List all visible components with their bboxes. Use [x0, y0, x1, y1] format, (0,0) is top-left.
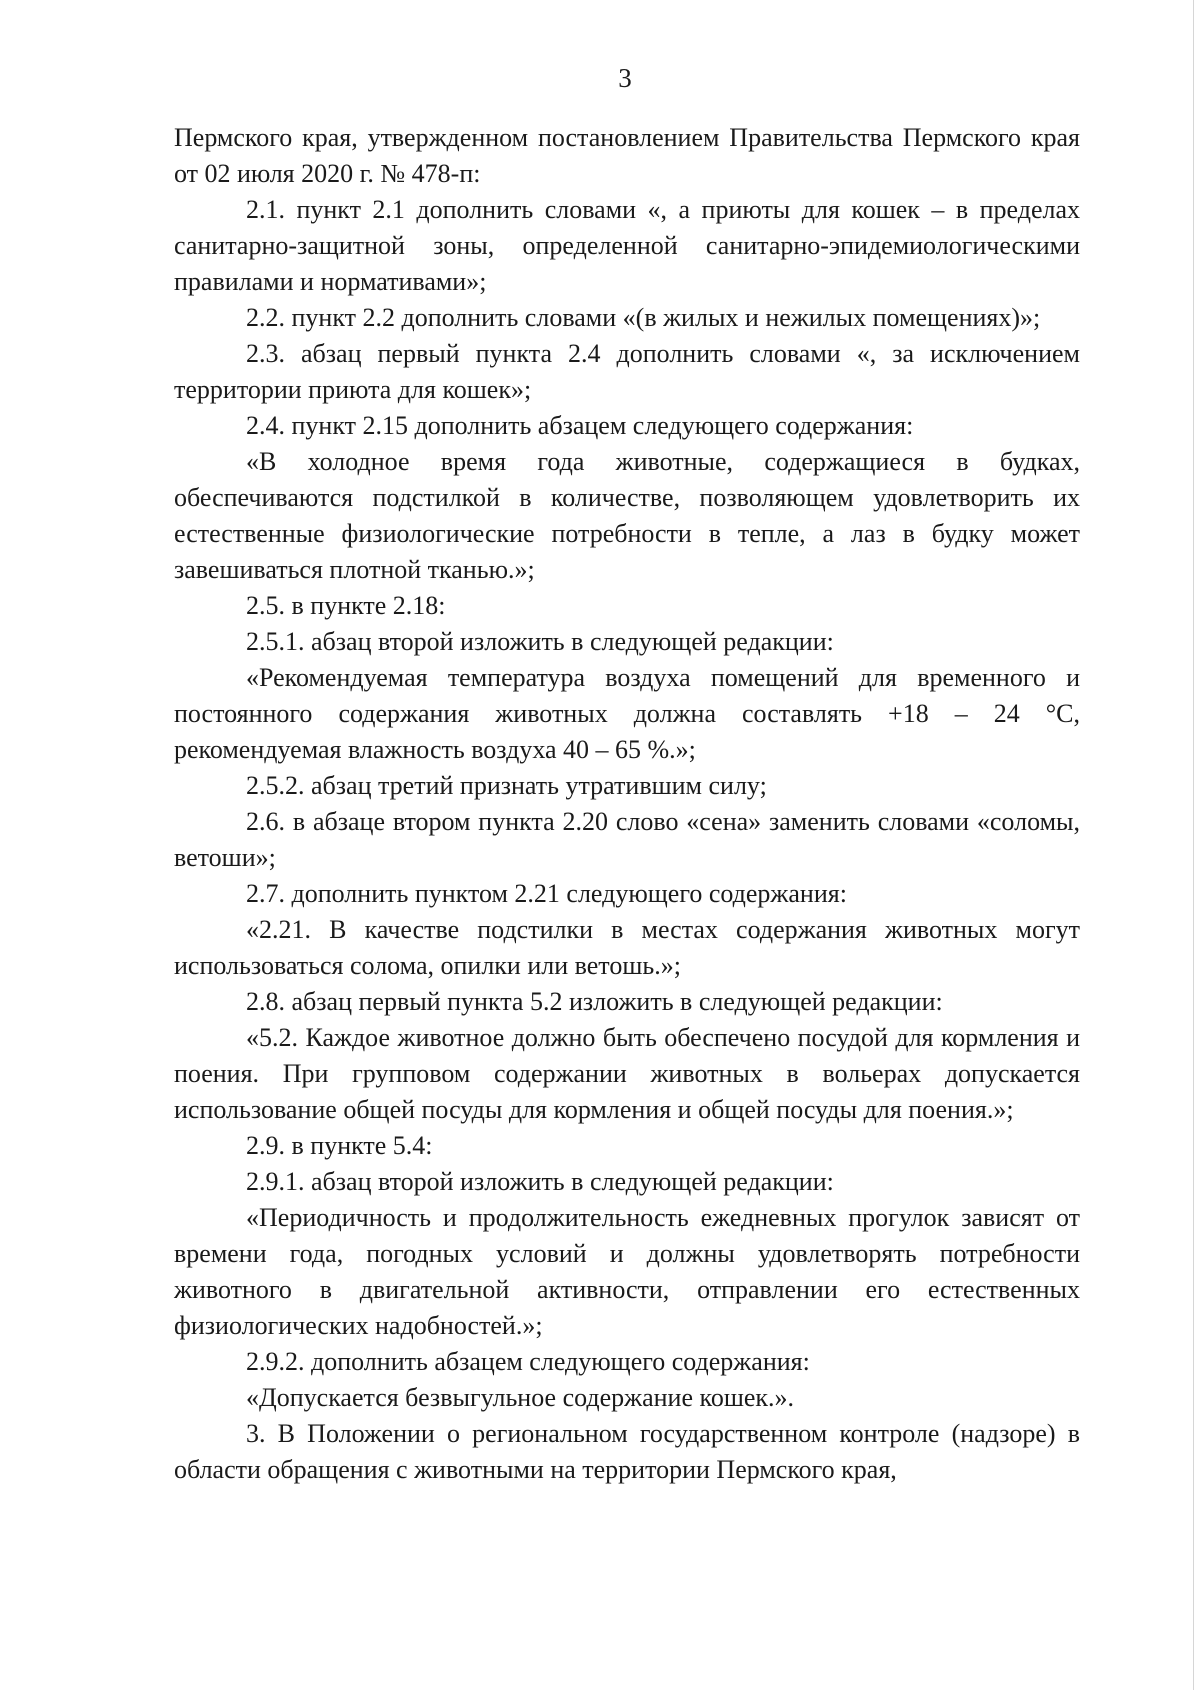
paragraph: 2.1. пункт 2.1 дополнить словами «, а приюты для кошек – в пределах санитарно-защитной зоны, определенной санитарно-эпидемиологическими правилами и нормативами»;	[174, 195, 1080, 296]
paragraph: 2.4. пункт 2.15 дополнить абзацем следующего содержания:	[246, 411, 914, 440]
paragraph: 2.8. абзац первый пункта 5.2 изложить в следующей редакции:	[246, 987, 943, 1016]
paragraph: 2.5.2. абзац третий признать утратившим силу;	[246, 771, 767, 800]
page-number: 3	[618, 63, 632, 93]
paragraph: «5.2. Каждое животное должно быть обеспечено посудой для кормления и поения. При групповом содержании животных в вольерах допускается использование общей посуды для кормления и общей посуды для поения.»;	[174, 1023, 1080, 1124]
paragraph: «Периодичность и продолжительность ежедневных прогулок зависят от времени года, погодных условий и должны удовлетворять потребности животного в двигательной активности, отправлении его естественных физиологических надобностей.»;	[174, 1203, 1080, 1340]
paragraph: «В холодное время года животные, содержащиеся в будках, обеспечиваются подстилкой в количестве, позволяющем удовлетворить их естественные физиологические потребности в тепле, а лаз в будку может завешиваться плотной тканью.»;	[174, 447, 1080, 584]
paragraph: 2.5.1. абзац второй изложить в следующей редакции:	[246, 627, 834, 656]
document-body	[174, 120, 1080, 1488]
paragraph: «Допускается безвыгульное содержание кошек.».	[246, 1383, 795, 1412]
paragraph: 2.9.1. абзац второй изложить в следующей редакции:	[246, 1167, 834, 1196]
paragraph: 2.5. в пункте 2.18:	[246, 591, 446, 620]
paragraph: 2.6. в абзаце втором пункта 2.20 слово «сена» заменить словами «соломы, ветоши»;	[174, 807, 1080, 872]
paragraph: 2.2. пункт 2.2 дополнить словами «(в жилых и нежилых помещениях)»;	[246, 303, 1041, 332]
paragraph: 3. В Положении о региональном государственном контроле (надзоре) в области обращения с животными на территории Пермского края,	[174, 1419, 1080, 1484]
paragraph: Пермского края, утвержденном постановлением Правительства Пермского края от 02 июля 2020 г. № 478-п:	[174, 123, 1080, 188]
paragraph: 2.3. абзац первый пункта 2.4 дополнить словами «, за исключением территории приюта для кошек»;	[174, 339, 1080, 404]
scan-edge-line	[1193, 0, 1194, 1690]
paragraph: 2.7. дополнить пунктом 2.21 следующего содержания:	[246, 879, 847, 908]
paragraph: «2.21. В качестве подстилки в местах содержания животных могут использоваться солома, опилки или ветошь.»;	[174, 915, 1080, 980]
paragraph: 2.9. в пункте 5.4:	[246, 1131, 433, 1160]
paragraph: «Рекомендуемая температура воздуха помещений для временного и постоянного содержания животных должна составлять +18 – 24 °C, рекомендуемая влажность воздуха 40 – 65 %.»;	[174, 663, 1080, 764]
paragraph: 2.9.2. дополнить абзацем следующего содержания:	[246, 1347, 810, 1376]
